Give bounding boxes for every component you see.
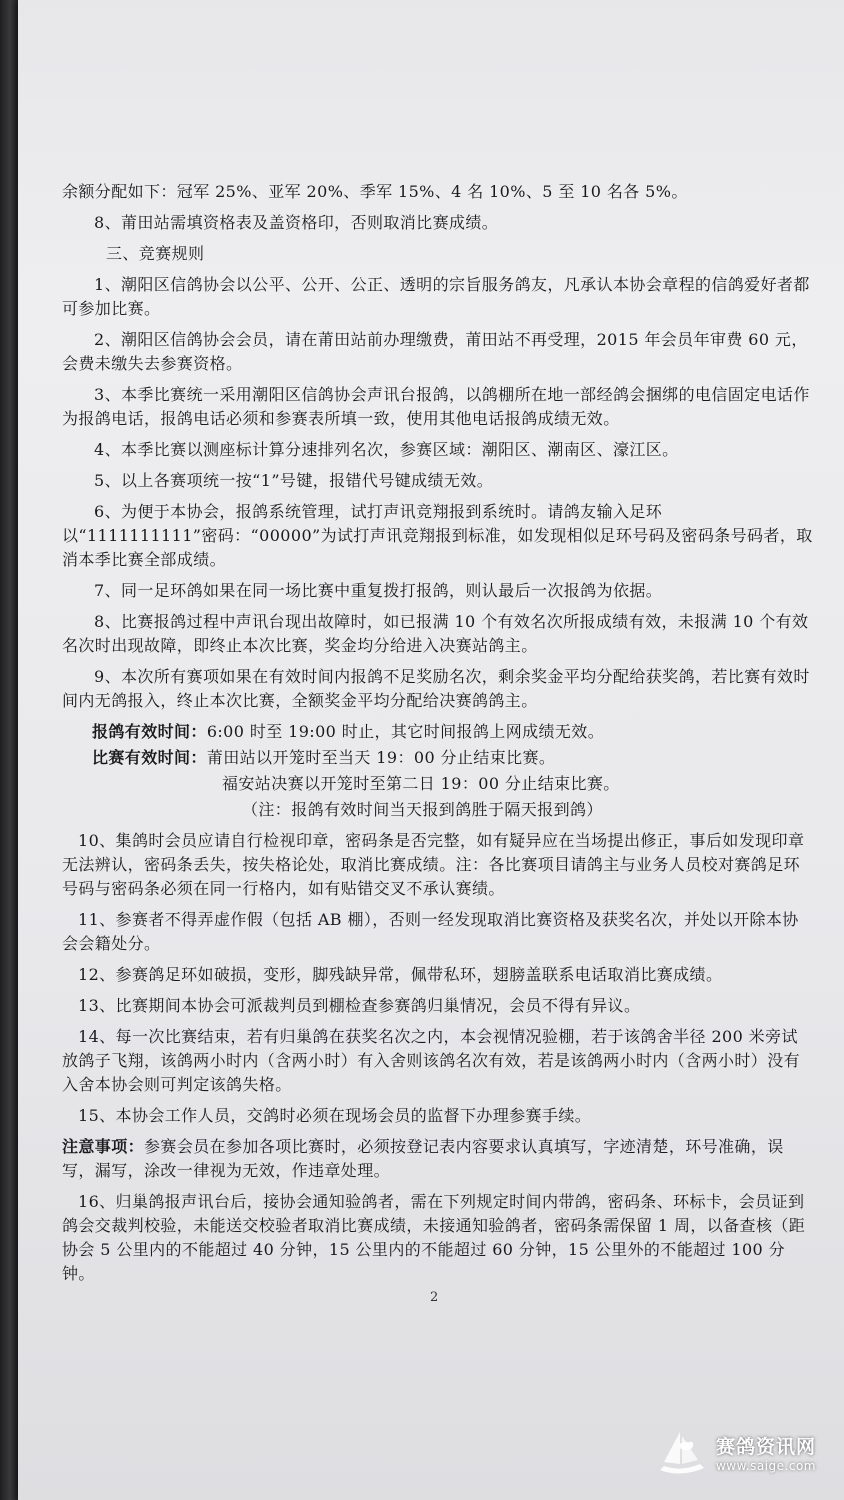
rule-paragraph: 3、本季比赛统一采用潮阳区信鸽协会声讯台报鸽，以鸽棚所在地一部经鸽会捆绑的电信固定电话作为报鸽电话，报鸽电话必须和参赛表所填一致，使用其他电话报鸽成绩无效。: [62, 385, 810, 428]
report-time-line: [62, 720, 814, 744]
rule-paragraph: 10、集鸽时会员应请自行检视印章，密码条是否完整，如有疑异应在当场提出修正，事后如发现印章无法辨认，密码条丢失，按失格论处，取消比赛成绩。注：各比赛项目请鸽主与业务人员校对赛鸽足环号码与密码条必须在同一行格内，如有贴错交叉不承认赛绩。: [62, 831, 805, 898]
rule-paragraph: 8、比赛报鸽过程中声讯台现出故障时，如已报满 10 个有效名次所报成绩有效，未报满 10 个有效名次时出现故障，即终止本次比赛，奖金均分给进入决赛站鸽主。: [62, 612, 809, 655]
rule-paragraph: 9、本次所有赛项如果在有效时间内报鸽不足奖励名次，剩余奖金平均分配给获奖鸽，若比赛有效时间内无鸽报入，终止本次比赛，全额奖金平均分配给决赛鸽鸽主。: [62, 667, 810, 710]
rule-paragraph: 11、参赛者不得弄虚作假（包括 AB 棚），否则一经发现取消比赛资格及获奖名次，并处以开除本协会会籍处分。: [62, 910, 799, 953]
rule-paragraph: 4、本季比赛以测座标计算分速排列名次，参赛区域：潮阳区、潮南区、濠江区。: [94, 440, 679, 459]
pigeon-sail-logo-icon: [652, 1426, 710, 1478]
race-time-line: [62, 746, 814, 770]
report-time-label: 报鸽有效时间：: [92, 722, 207, 741]
section-title: 三、竞赛规则: [106, 244, 205, 263]
rule-paragraph: 5、以上各赛项统一按“1”号键，报错代号键成绩无效。: [94, 471, 494, 490]
rule-paragraph: 2、潮阳区信鸽协会会员，请在莆田站前办理缴费，莆田站不再受理，2015 年会员年审费 60 元，会费未缴失去参赛资格。: [62, 330, 808, 373]
paper-sheet: [18, 0, 844, 1500]
rule-paragraph: 1、潮阳区信鸽协会以公平、公开、公正、透明的宗旨服务鸽友，凡承认本协会章程的信鸽爱好者都可参加比赛。: [62, 275, 810, 318]
race-time-fuan-line: 福安站决赛以开笼时至第二日 19：00 分止结束比赛。: [222, 774, 620, 793]
watermark-url: www.saige.com: [715, 1458, 816, 1473]
site-watermark: [652, 1426, 816, 1478]
putian-qualification-paragraph: 8、莆田站需填资格表及盖资格印，否则取消比赛成绩。: [94, 213, 499, 232]
rule-paragraph: 15、本协会工作人员，交鸽时必须在现场会员的监督下办理参赛手续。: [78, 1106, 592, 1125]
rule-paragraph: 7、同一足环鸽如果在同一场比赛中重复拨打报鸽，则认最后一次报鸽为依据。: [94, 581, 663, 600]
rule-paragraph: 13、比赛期间本协会可派裁判员到棚检查参赛鸽归巢情况，会员不得有异议。: [78, 996, 641, 1015]
page-number: 2: [430, 1290, 439, 1305]
document-body: [62, 180, 814, 1293]
rule-paragraph: 16、归巢鸽报声讯台后，接协会通知验鸽者，需在下列规定时间内带鸽，密码条、环标卡，会员证到鸽会交裁判校验，未能送交校验者取消比赛成绩，未接通知验鸽者，密码条需保留 1 周，以备查核（距协会 5 公里内的不能超过 40 分钟，15 公里内的不能超过 60 分钟，15 公里外的不能超过 100 分钟。: [62, 1192, 806, 1283]
watermark-site-name: 赛鸽资讯网: [715, 1435, 816, 1458]
race-time-label: 比赛有效时间：: [92, 748, 207, 767]
watermark-text: [716, 1432, 816, 1473]
notice-paragraph: [62, 1135, 814, 1183]
notice-text: 参赛会员在参加各项比赛时，必须按登记表内容要求认真填写，字迹清楚，环号准确，误写，漏写，涂改一律视为无效，作违章处理。: [62, 1137, 784, 1180]
rule-paragraph: 6、为便于本协会，报鸽系统管理，试打声讯竞翔报到系统时。请鸽友输入足环以“1111111111”密码：“00000”为试打声讯竞翔报到标准，如发现相似足环号码及密码条号码者，取消本季比赛全部成绩。: [62, 502, 813, 569]
report-time-note: （注：报鸽有效时间当天报到鸽胜于隔天报到鸽）: [242, 800, 603, 819]
rule-paragraph: 12、参赛鸽足环如破损，变形，脚残缺异常，佩带私环，翅膀盖联系电话取消比赛成绩。: [78, 965, 723, 984]
report-time-text: 6:00 时至 19:00 时止，其它时间报鸽上网成绩无效。: [206, 722, 605, 741]
notice-label: 注意事项：: [62, 1137, 145, 1156]
rule-paragraph: 14、每一次比赛结束，若有归巢鸽在获奖名次之内，本会视情况验棚，若于该鸽舍半径 200 米旁试放鸽子飞翔，该鸽两小时内（含两小时）有入舍则该鸽名次有效，若是该鸽两小时内（含两小时）没有入舍本协会则可判定该鸽失格。: [62, 1027, 801, 1094]
prize-distribution-paragraph: 余额分配如下：冠军 25%、亚军 20%、季军 15%、4 名 10%、5 至 10 名各 5%。: [62, 182, 688, 201]
race-time-text-putian: 莆田站以开笼时至当天 19：00 分止结束比赛。: [206, 748, 556, 767]
